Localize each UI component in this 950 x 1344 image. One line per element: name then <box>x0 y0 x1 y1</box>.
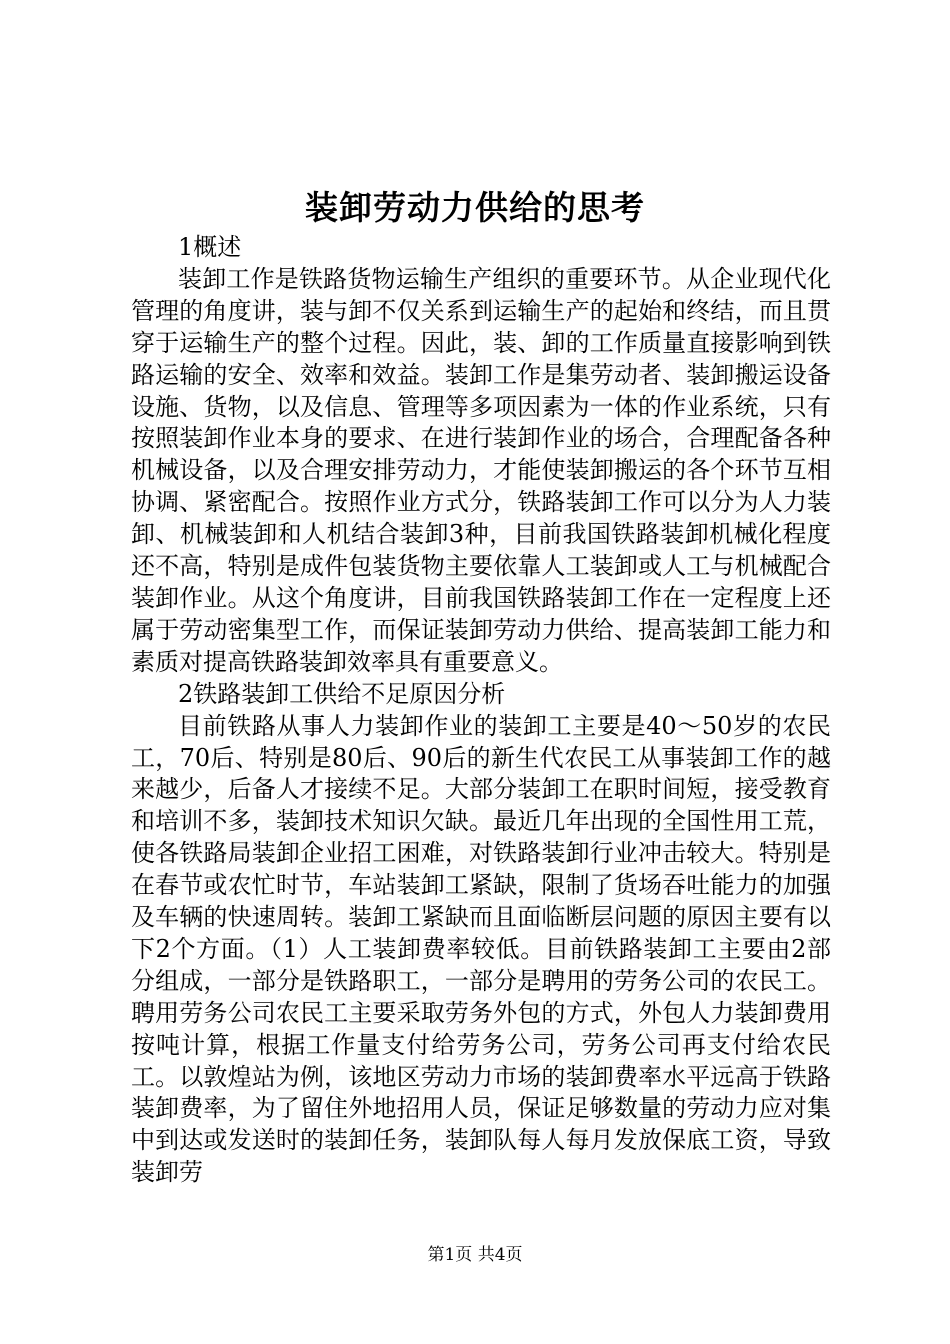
document-title: 装卸劳动力供给的思考 <box>305 188 645 227</box>
section-paragraph-analysis: 目前铁路从事人力装卸作业的装卸工主要是40～50岁的农民工，70后、特别是80后、90后的新生代农民工从事装卸工作的越来越少，后备人才接续不足。大部分装卸工在职时间短，接受教育和培训不多，装卸技术知识欠缺。最近几年出现的全国性用工荒，使各铁路局装卸企业招工困难，对铁路装卸行业冲击较大。特别是在春节或农忙时节，车站装卸工紧缺，限制了货场吞吐能力的加强及车辆的快速周转。装卸工紧缺而且面临断层问题的原因主要有以下2个方面。（1）人工装卸费率较低。目前铁路装卸工主要由2部分组成，一部分是铁路职工，一部分是聘用的劳务公司的农民工。聘用劳务公司农民工主要采取劳务外包的方式，外包人力装卸费用按吨计算，根据工作量支付给劳务公司，劳务公司再支付给农民工。以敦煌站为例，该地区劳动力市场的装卸费率水平远高于铁路装卸费率，为了留住外地招用人员，保证足够数量的劳动力应对集中到达或发送时的装卸任务，装卸队每人每月发放保底工资，导致装卸劳 <box>131 711 831 1187</box>
section-heading-overview: 1概述 <box>178 233 242 261</box>
page-footer: 第1页 共4页 <box>427 1245 523 1265</box>
document-body <box>131 232 831 1189</box>
section-paragraph-overview: 装卸工作是铁路货物运输生产组织的重要环节。从企业现代化管理的角度讲，装与卸不仅关系到运输生产的起始和终结，而且贯穿于运输生产的整个过程。因此，装、卸的工作质量直接影响到铁路运输的安全、效率和效益。装卸工作是集劳动者、装卸搬运设备设施、货物，以及信息、管理等多项因素为一体的作业系统，只有按照装卸作业本身的要求、在进行装卸作业的场合，合理配备各种机械设备，以及合理安排劳动力，才能使装卸搬运的各个环节互相协调、紧密配合。按照作业方式分，铁路装卸工作可以分为人力装卸、机械装卸和人机结合装卸3种，目前我国铁路装卸机械化程度还不高，特别是成件包装货物主要依靠人工装卸或人工与机械配合装卸作业。从这个角度讲，目前我国铁路装卸工作在一定程度上还属于劳动密集型工作，而保证装卸劳动力供给、提高装卸工能力和素质对提高铁路装卸效率具有重要意义。 <box>131 264 831 676</box>
section-heading-analysis: 2铁路装卸工供给不足原因分析 <box>178 679 506 708</box>
